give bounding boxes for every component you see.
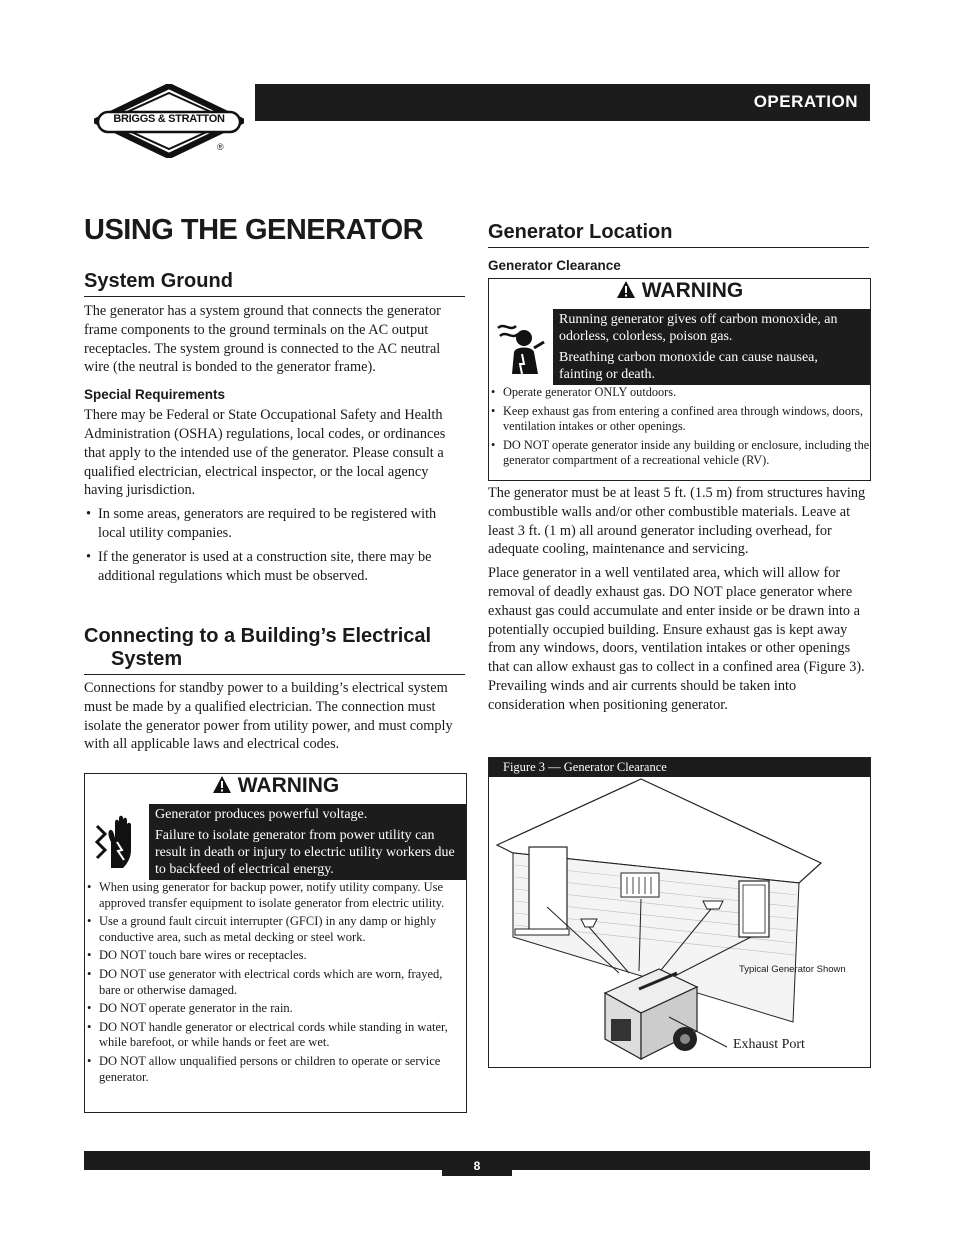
warning-title-text: WARNING (641, 279, 744, 302)
system-ground-paragraph: The generator has a system ground that connects the generator frame components to the ground terminals on the AC output receptacles. The system ground is connected to the AC neutral wire (the neutral is bonded to the generator frame). (84, 303, 441, 376)
warning-hazard-row (489, 309, 870, 385)
connecting-heading: Connecting to a Building’s Electrical System (84, 625, 432, 670)
system-ground-heading: System Ground (84, 270, 233, 292)
list-item: • Use a ground fault circuit interrupter (GFCI) in any damp or highly conductive area, such as metal decking or steel work. (85, 914, 466, 945)
warning-hazard-text (553, 309, 870, 385)
list-item: • DO NOT operate generator in the rain. (85, 1001, 466, 1017)
list-item: • DO NOT touch bare wires or receptacles. (85, 948, 466, 964)
typical-generator-label: Typical Generator Shown (739, 964, 846, 975)
connecting-paragraph: Connections for standby power to a building’s electrical system must be made by a qualified electrician. The connection must isolate the generator power from utility power, and must comply with all applicable laws and electrical codes. (84, 680, 453, 753)
warning-icon-cell (85, 804, 149, 880)
heading-rule (84, 674, 465, 675)
logo-brand-text: BRIGGS & STRATTON (113, 113, 225, 125)
section-header-bar (255, 84, 870, 121)
figure-3 (488, 757, 871, 1068)
warning-hazard-row (85, 804, 466, 880)
warning-title (85, 774, 466, 804)
electrical-warning-box (84, 773, 467, 1113)
list-item: • When using generator for backup power, notify utility company. Use approved transfer equipment to isolate generator from electric utility. (85, 880, 466, 911)
special-requirements-list (84, 505, 465, 585)
location-body (488, 484, 870, 715)
list-item: • DO NOT handle generator or electrical cords while standing in water, while barefoot, or while hands or feet are wet. (85, 1020, 466, 1051)
exhaust-port-label: Exhaust Port (733, 1037, 805, 1052)
page-title: USING THE GENERATOR (84, 214, 424, 246)
registered-mark: ® (217, 142, 224, 152)
hazard-line: Running generator gives off carbon monoxide, an odorless, colorless, poison gas. (559, 312, 838, 344)
clearance-paragraph: The generator must be at least 5 ft. (1.5 m) from structures having combustible walls and/or other combustible materials. Leave at least 3 ft. (1 m) all around generator including overhead, for adequate cooling, maintenance and servicing. (488, 485, 866, 558)
list-item: • If the generator is used at a construction site, there may be additional regulations which must be observed. (84, 548, 465, 586)
warning-title (489, 279, 870, 309)
generator-clearance-illustration (489, 777, 870, 1067)
generator-location-section (488, 221, 869, 273)
generator-clearance-heading: Generator Clearance (488, 258, 621, 273)
carbon-monoxide-warning-box (488, 278, 871, 481)
section-label: OPERATION (753, 92, 858, 111)
warning-hazard-text (149, 804, 466, 880)
list-item: • DO NOT operate generator inside any building or enclosure, including the generator compartment of a recreational vehicle (RV). (489, 438, 870, 469)
list-item: • Operate generator ONLY outdoors. (489, 385, 870, 401)
page-number: 8 (442, 1151, 512, 1176)
warning-triangle-icon (212, 775, 232, 794)
left-column (84, 270, 465, 585)
list-item: • DO NOT use generator with electrical cords which are worn, frayed, bare or otherwise damaged. (85, 967, 466, 998)
warning-title-text: WARNING (237, 774, 340, 797)
figure-caption: Figure 3 — Generator Clearance (489, 758, 870, 777)
warning-triangle-icon (616, 280, 636, 299)
special-requirements-paragraph: There may be Federal or State Occupational Safety and Health Administration (OSHA) regulations, local codes, or ordinances that apply to the intended use of the generator. Please consult a qualified electrician, electrical inspector, or the local agency having jurisdiction. (84, 407, 446, 499)
hazard-line: Breathing carbon monoxide can cause nausea, fainting or death. (559, 350, 818, 382)
hazard-line: Failure to isolate generator from power utility can result in death or injury to electric utility workers due to backfeed of electrical energy. (155, 828, 455, 877)
heading-rule (488, 247, 869, 248)
list-item: • DO NOT allow unqualified persons or children to operate or service generator. (85, 1054, 466, 1085)
carbon-monoxide-warning-list (489, 385, 870, 469)
toxic-fumes-icon (494, 318, 548, 376)
connecting-section (84, 625, 465, 754)
warning-icon-cell (489, 309, 553, 385)
heading-rule (84, 296, 465, 297)
shock-hazard-icon (91, 812, 143, 872)
special-requirements-heading: Special Requirements (84, 387, 226, 403)
hazard-line: Generator produces powerful voltage. (155, 807, 368, 822)
list-item: • In some areas, generators are required to be registered with local utility companies. (84, 505, 465, 543)
ventilation-paragraph: Place generator in a well ventilated area, which will allow for removal of deadly exhaust gas. DO NOT place generator where exhaust gas could accumulate and enter inside or be drawn into a potentially occupied building. Ensure exhaust gas is kept away from any windows, doors, ventilation intakes or other openings that can allow exhaust gas to collect in a confined area (Figure 3). Prevailing winds and air currents should be taken into consideration when positioning generator. (488, 565, 865, 713)
list-item: • Keep exhaust gas from entering a confined area through windows, doors, ventilation intakes or other openings. (489, 404, 870, 435)
generator-location-heading: Generator Location (488, 221, 673, 243)
electrical-warning-list (85, 880, 466, 1085)
